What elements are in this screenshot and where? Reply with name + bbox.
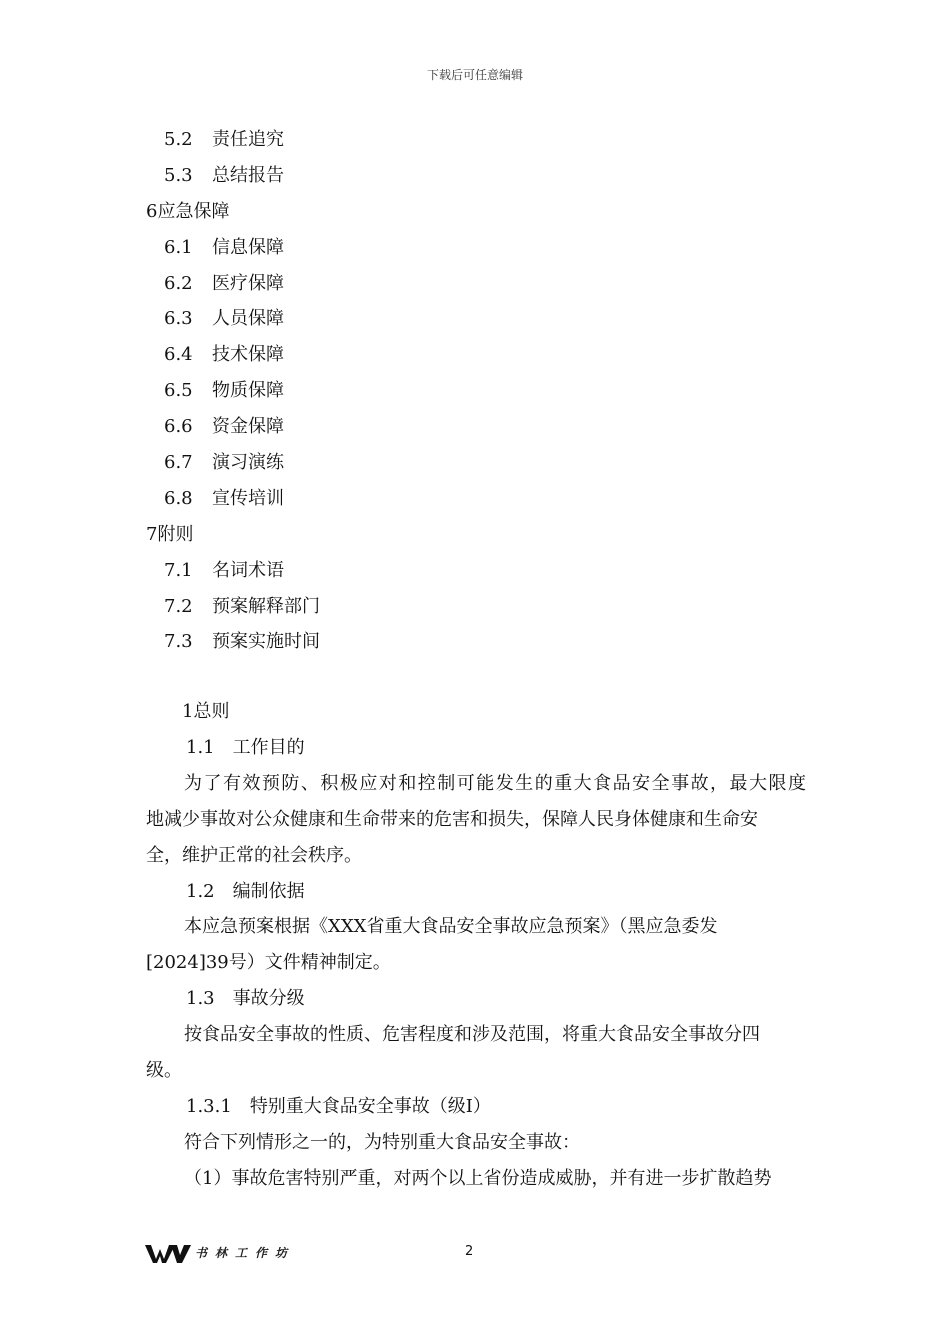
- toc-item: [146, 230, 826, 266]
- toc-item-number: 5.3: [164, 164, 193, 186]
- paragraph-purpose-line2: 地减少事故对公众健康和生命带来的危害和损失，保障人民身体健康和生命安: [146, 808, 758, 830]
- toc-item-title: 资金保障: [212, 416, 284, 438]
- toc-item: [146, 158, 826, 194]
- section-title: 事故分级: [232, 988, 305, 1010]
- toc-item-number: 7.1: [164, 559, 193, 581]
- paragraph-basis-line2: [2024]39号）文件精神制定。: [146, 952, 391, 974]
- page-footer: [145, 1240, 805, 1270]
- toc-item-title: 医疗保障: [212, 272, 284, 294]
- toc-item: [146, 409, 826, 445]
- heading-1-3: [146, 981, 806, 1017]
- section-number: 1.2: [186, 880, 215, 902]
- footer-brand-text: 书林工作坊: [195, 1246, 296, 1260]
- page-number: 2: [465, 1244, 474, 1259]
- page-header: 下载后可任意编辑: [426, 68, 523, 82]
- toc-item-title: 责任追究: [212, 129, 284, 150]
- toc-item-number: 6.8: [164, 487, 193, 509]
- paragraph-purpose-line3: 全，维护正常的社会秩序。: [146, 844, 362, 866]
- heading-general-provisions: 1总则: [182, 701, 230, 722]
- paragraph-conditions: 符合下列情形之一的，为特别重大食品安全事故：: [184, 1131, 580, 1153]
- toc-item: [146, 589, 826, 625]
- toc-item-title: 演习演练: [212, 452, 284, 474]
- paragraph-grading-line1: 按食品安全事故的性质、危害程度和涉及范围，将重大食品安全事故分四: [184, 1024, 760, 1046]
- brand-logo-icon: [145, 1243, 191, 1265]
- toc-item: [146, 481, 826, 517]
- toc-item-title: 人员保障: [212, 308, 284, 330]
- toc-item-number: 7.2: [164, 595, 193, 617]
- toc-item-title: 名词术语: [212, 559, 284, 581]
- document-body: [146, 694, 806, 1197]
- heading-1-1: [146, 730, 806, 766]
- toc-item: [146, 624, 826, 660]
- toc-item-title: 信息保障: [212, 236, 284, 258]
- section-number: 1.3.1: [186, 1095, 232, 1117]
- toc-item: [146, 445, 826, 481]
- paragraph-purpose-line1: 为了有效预防、积极应对和控制可能发生的重大食品安全事故，最大限度: [184, 772, 806, 794]
- toc-item: [146, 517, 826, 553]
- toc-item-number: 5.2: [164, 129, 193, 150]
- toc-item-number: 6.3: [164, 308, 193, 330]
- toc-item-number: 6.5: [164, 380, 193, 402]
- section-number: 1.1: [186, 736, 215, 758]
- table-of-contents: [146, 122, 826, 660]
- paragraph-condition-1: （1）事故危害特别严重，对两个以上省份造成威胁，并有进一步扩散趋势: [184, 1167, 772, 1189]
- section-title: 工作目的: [232, 736, 305, 758]
- paragraph-grading-line2: 级。: [146, 1060, 182, 1082]
- toc-item: [146, 301, 826, 337]
- heading-1-2: [146, 874, 806, 910]
- toc-item-title: 预案解释部门: [212, 595, 320, 617]
- toc-item-title: 宣传培训: [212, 487, 284, 509]
- section-number: 1.3: [186, 988, 215, 1010]
- toc-item: [146, 337, 826, 373]
- toc-item-number: 6.6: [164, 416, 193, 438]
- toc-item: [146, 553, 826, 589]
- toc-item-number: 6.7: [164, 452, 193, 474]
- toc-item-number: 6.1: [164, 236, 193, 258]
- toc-item-number: 6.4: [164, 344, 193, 366]
- toc-item: [146, 122, 826, 158]
- section-title: 编制依据: [232, 880, 305, 902]
- paragraph-basis-line1: 本应急预案根据《XXX省重大食品安全事故应急预案》（黑应急委发: [184, 916, 718, 938]
- toc-item-number: 7.3: [164, 631, 193, 653]
- heading-1-3-1: [146, 1089, 806, 1125]
- toc-item-title: 预案实施时间: [212, 631, 320, 653]
- toc-item-title: 6应急保障: [146, 200, 230, 222]
- toc-item-number: 6.2: [164, 272, 193, 294]
- section-title: 特别重大食品安全事故（级Ⅰ）: [249, 1095, 491, 1117]
- toc-item: [146, 373, 826, 409]
- toc-item: [146, 194, 826, 230]
- toc-item-title: 7附则: [146, 523, 194, 545]
- toc-item-title: 技术保障: [212, 344, 284, 366]
- toc-item: [146, 266, 826, 302]
- toc-item-title: 物质保障: [212, 380, 284, 402]
- toc-item-title: 总结报告: [212, 164, 284, 186]
